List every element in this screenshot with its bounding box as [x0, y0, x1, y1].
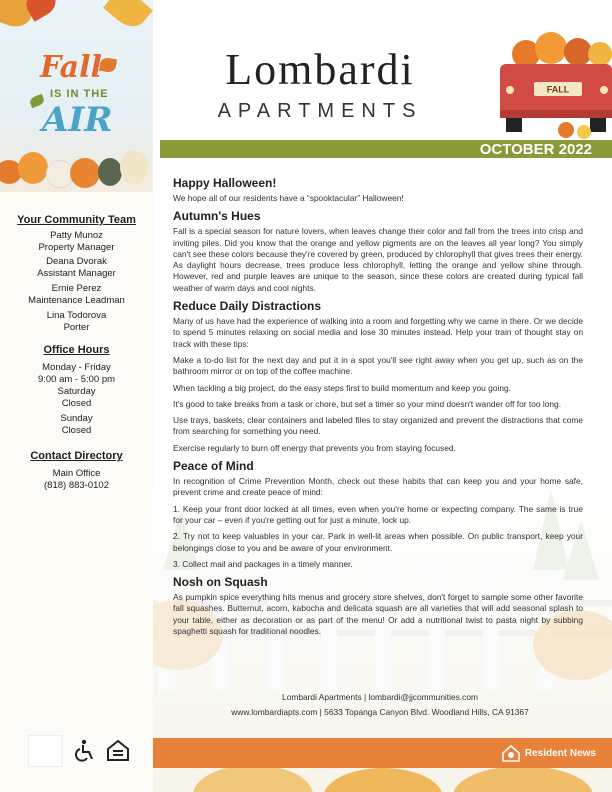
accessibility-icon [72, 739, 96, 763]
hours-line: Closed [61, 398, 92, 409]
page-title: Lombardi [225, 45, 415, 94]
footer-contact [180, 690, 580, 720]
article-autumns-hues [173, 209, 583, 294]
article-paragraph: As pumpkin spice everything hits menus and grocery store shelves, don't forget to sample some other favorite fall squashes. Butternut, acorn, kabocha and delicata squash are all varieties that will add seasonal splash to your table, either as decoration or as part of the menu! Or add a nutritional twist to pasta night by subbing spaghetti squash for traditional noodles. [173, 592, 583, 637]
hours-line: Saturday [57, 386, 96, 397]
page-subtitle: APARTMENTS [217, 100, 423, 122]
article-paragraph: Use trays, baskets, clear containers and labeled files to stay organized and prevent the distractions that come from searching for something you need. [173, 415, 583, 437]
article-heading: Nosh on Squash [173, 575, 268, 590]
house-icon [501, 744, 521, 762]
team-member-name: Ernie Perez [51, 283, 102, 294]
team-member-role: Property Manager [38, 242, 115, 253]
issue-date: OCTOBER 2022 [479, 141, 592, 158]
fall-truck-icon [496, 24, 612, 140]
pumpkin-icon [98, 158, 122, 186]
team-member [0, 283, 153, 307]
article-paragraph: 2. Try not to keep valuables in your car. Park in well-lit areas when possible. On public transport, keep your belongings close to you and be aware of your environment. [173, 531, 583, 553]
is-in-the-word: IS IN THE [50, 88, 109, 100]
leaf-icon [103, 0, 153, 33]
article-paragraph: 1. Keep your front door locked at all times, even when you're home or expecting company. The same is true for your car – even if you're getting out for just a minute, lock up. [173, 503, 583, 525]
article-heading: Peace of Mind [173, 459, 254, 474]
resident-news-label: Resident News [524, 747, 596, 759]
article-halloween [173, 176, 583, 204]
footer-address-line: www.lombardiapts.com | 5633 Topanga Canyon Blvd. Woodland Hills, CA 91367 [231, 707, 529, 717]
article-nosh-on-squash [173, 575, 583, 637]
pumpkin-icon [18, 152, 48, 184]
resident-news-logo [501, 744, 596, 762]
hours-line: Monday - Friday [42, 362, 111, 373]
article-heading: Happy Halloween! [173, 176, 277, 190]
contact-directory [0, 468, 153, 492]
pumpkin-icon [453, 766, 593, 792]
team-member [0, 256, 153, 280]
article-paragraph: 3. Collect mail and packages in a timely manner. [173, 558, 353, 569]
contact-phone: (818) 883-0102 [44, 480, 109, 491]
pumpkin-icon [70, 158, 100, 188]
article-peace-of-mind [173, 459, 583, 570]
fall-word: Fall [40, 50, 102, 85]
team-member-role: Assistant Manager [37, 268, 116, 279]
article-paragraph: We hope all of our residents have a “spooktacular” Halloween! [173, 193, 404, 203]
footer-icons [28, 735, 130, 767]
truck-plate: FALL [546, 84, 570, 95]
house-icon [28, 735, 62, 767]
footer-email-line: Lombardi Apartments | lombardi@jjcommunities.com [282, 692, 478, 702]
contact-label: Main Office [52, 468, 101, 479]
air-word: AIR [42, 100, 113, 140]
article-reduce-distractions [173, 299, 583, 454]
team-member-name: Patty Munoz [50, 230, 103, 241]
pumpkin-icon [193, 765, 313, 792]
contact-directory-heading: Contact Directory [30, 450, 123, 462]
article-paragraph: Many of us have had the experience of walking into a room and forgetting why we came in there. Or we decide to spend 5 minutes relaxing on social media and lose 30 minutes instead. Help your train of thought stay on track with these tips: [173, 316, 583, 349]
office-hours [0, 362, 153, 437]
team-member-role: Porter [63, 322, 90, 333]
article-paragraph: Fall is a special season for nature lovers, when leaves change their color and fall from the trees into crisp and inviting piles. Did you know that the orange and yellow pigments are on the leaves all year long? You simply can't see these colors because they're covered by green, produced by chlorophyll that gives trees their energy. As daylight hours decrease, trees produce less chlorophyll, letting the orange and yellow shine through. However, red and purple leaves are unique to the season, since these colors are created during typical fall weather of warm days and cool nights. [173, 226, 583, 293]
article-paragraph: It's good to take breaks from a task or chore, but set a timer so your mind doesn't wander off for too long. [173, 398, 562, 409]
community-team-heading: Your Community Team [17, 214, 136, 226]
hours-line: Closed [61, 425, 92, 436]
hours-line: Sunday [60, 413, 93, 424]
article-paragraph: Make a to-do list for the next day and put it in a spot you'll see right away when you get up, such as on the bathroom mirror or on top of the coffee machine. [173, 354, 583, 377]
team-member [0, 230, 153, 254]
fall-is-in-the-air-artwork [0, 0, 153, 192]
pumpkin-icon [323, 768, 443, 792]
office-hours-heading: Office Hours [43, 344, 110, 356]
sidebar [0, 0, 153, 792]
hours-line: 9:00 am - 5:00 pm [37, 374, 116, 385]
article-heading: Reduce Daily Distractions [173, 299, 322, 314]
team-member [0, 310, 153, 334]
team-member-role: Maintenance Leadman [28, 295, 125, 306]
resident-news-bar [153, 738, 612, 768]
issue-bar [160, 140, 612, 158]
article-paragraph: In recognition of Crime Prevention Month, check out these habits that can keep you and your home safe, prevent crime and create peace of mind: [173, 476, 583, 498]
newsletter-body [173, 173, 583, 642]
article-heading: Autumn's Hues [173, 209, 261, 224]
article-paragraph: Exercise regularly to burn off energy that prevents you from staying focused. [173, 442, 456, 453]
article-paragraph: When tackling a big project, do the easy steps first to build momentum and keep you going. [173, 382, 511, 393]
team-member-name: Lina Todorova [46, 310, 107, 321]
pumpkin-icon [120, 150, 148, 184]
equal-housing-icon [106, 738, 130, 764]
team-member-name: Deana Dvorak [46, 256, 107, 267]
